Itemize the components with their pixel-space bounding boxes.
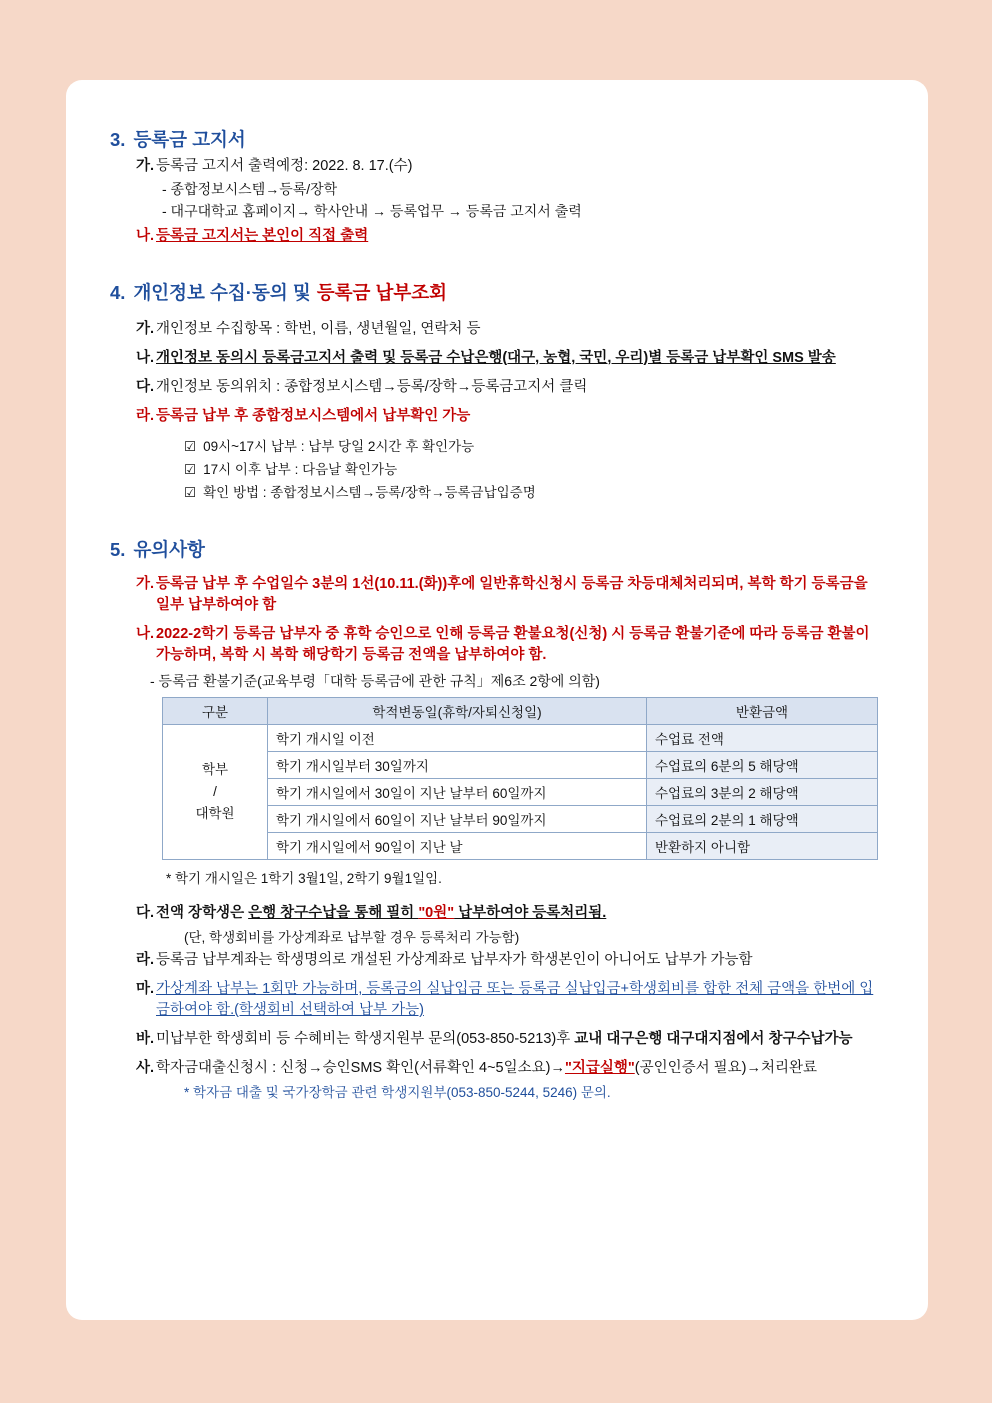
check-text: 확인 방법 : 종합정보시스템→등록/장학→등록금납입증명 (203, 485, 536, 501)
item-text (156, 903, 884, 924)
section-5-sa-note: * 학자금 대출 및 국가장학금 관련 학생지원부(053-850-5244, 5246) 문의. (184, 1084, 611, 1100)
item-marker: 나. (136, 227, 155, 244)
item-marker: 가. (136, 158, 155, 174)
cell-change: 학기 개시일부터 30일까지 (268, 751, 647, 778)
cell-change: 학기 개시일에서 60일이 지난 날부터 90일까지 (268, 805, 647, 832)
section-5-item-ba (110, 1029, 884, 1050)
item-marker: 다. (136, 378, 155, 395)
section-5-item-da (110, 903, 884, 924)
section-5-da-paren: (단, 학생회비를 가상계좌로 납부할 경우 등록처리 가능함) (184, 929, 520, 945)
item-part-2: 교내 대구은행 대구대지점에서 창구수납가능 (574, 1030, 853, 1047)
th-category: 구분 (163, 697, 268, 724)
cell-amount: 수업료의 3분의 2 해당액 (647, 778, 878, 805)
section-4-check-1 (110, 437, 884, 457)
section-3-number: 3. (110, 129, 126, 150)
section-4-item-ra (110, 406, 884, 427)
section-4-heading (110, 279, 884, 305)
section-5-item-na (110, 624, 884, 666)
document-page (66, 80, 928, 1320)
section-5-item-ma (110, 979, 884, 1021)
section-4-item-na (110, 348, 884, 369)
table-row (163, 778, 878, 805)
section-5-title: 유의사항 (133, 539, 205, 561)
item-text: 등록금 고지서는 본인이 직접 출력 (156, 227, 369, 244)
item-text: 2022-2학기 등록금 납부자 중 휴학 승인으로 인해 등록금 환불요청(신청) 시 등록금 환불기준에 따라 등록금 환불이 가능하며, 복학 시 복학 해당학기 등록금 전액을 납부하여야 함. (156, 626, 870, 664)
refund-table-wrap (110, 697, 884, 860)
section-5-item-sa (110, 1058, 884, 1079)
section-4-number: 4. (110, 281, 126, 303)
item-marker: 라. (136, 951, 155, 968)
document-body (110, 126, 884, 1101)
checkbox-icon: ☑ (184, 438, 197, 454)
item-marker: 라. (136, 407, 155, 424)
item-part-4: 납부하여야 등록처리됨. (454, 904, 607, 921)
cell-amount: 수업료 전액 (647, 724, 878, 751)
section-4-item-da (110, 377, 884, 398)
section-3 (110, 126, 884, 247)
item-part-1: 전액 장학생은 (156, 904, 249, 921)
cell-change: 학기 개시일에서 90일이 지난 날 (268, 832, 647, 859)
item-text: 등록금 납부 후 수업일수 3분의 1선(10.11.(화))후에 일반휴학신청시 등록금 차등대체처리되며, 복학 학기 등록금을 일부 납부하여야 함 (156, 576, 868, 614)
item-text: 등록금 고지서 출력예정: 2022. 8. 17.(수) (156, 158, 413, 174)
section-5-heading (110, 536, 884, 562)
item-marker: 나. (136, 626, 155, 643)
section-5 (110, 536, 884, 1100)
item-text: 등록금 납부계좌는 학생명의로 개설된 가상계좌로 납부자가 학생본인이 아니어도 납부가 가능함 (156, 951, 753, 968)
refund-rule-line: - 등록금 환불기준(교육부령「대학 등록금에 관한 규칙」제6조 2항에 의함) (150, 672, 600, 689)
category-line-2: / (213, 784, 217, 799)
item-part-1: 학자금대출신청시 : 신청→승인SMS 확인(서류확인 4~5일소요)→ (156, 1059, 565, 1076)
th-change-date: 학적변동일(휴학/자퇴신청일) (268, 697, 647, 724)
refund-table-note: * 학기 개시일은 1학기 3월1일, 2학기 9월1일임. (166, 870, 442, 886)
section-4-check-3 (110, 483, 884, 503)
checkbox-icon: ☑ (184, 485, 197, 501)
item-text (156, 1058, 884, 1079)
item-part-3: "0원" (418, 904, 455, 921)
section-3-item-ga (110, 156, 884, 177)
th-refund-amount: 반환금액 (647, 697, 878, 724)
section-4 (110, 279, 884, 504)
item-text: 개인정보 수집항목 : 학번, 이름, 생년월일, 연락처 등 (156, 320, 481, 337)
section-4-check-2 (110, 460, 884, 480)
item-part-2: "지급실행" (564, 1059, 635, 1076)
section-4-title-emphasis: 등록금 납부조회 (316, 281, 447, 303)
checkbox-icon: ☑ (184, 461, 197, 477)
item-part-2: 은행 창구수납을 통해 필히 (248, 904, 419, 921)
category-line-3: 대학원 (195, 805, 235, 821)
item-text: 가상계좌 납부는 1회만 가능하며, 등록금의 실납입금 또는 등록금 실납입금+학생회비를 합한 전체 금액을 한번에 입금하여야 함.(학생회비 선택하여 납부 가능) (156, 980, 874, 1018)
section-3-sub-1: - 종합정보시스템→등록/장학 (162, 181, 338, 198)
item-part-3: (공인인증서 필요)→처리완료 (634, 1059, 818, 1076)
section-3-sub-2: - 대구대학교 홈페이지→ 학사안내 → 등록업무 → 등록금 고지서 출력 (162, 203, 582, 220)
item-text: 개인정보 동의시 등록금고지서 출력 및 등록금 수납은행(대구, 농협, 국민, 우리)별 등록금 납부확인 SMS 발송 (156, 349, 836, 366)
category-line-1: 학부 (201, 762, 229, 778)
section-3-title: 등록금 고지서 (133, 129, 246, 150)
section-3-heading (110, 126, 884, 152)
item-marker: 다. (136, 904, 155, 921)
section-3-item-na (110, 226, 884, 247)
item-part-1: 미납부한 학생회비 등 수혜비는 학생지원부 문의(053-850-5213)후 (156, 1030, 575, 1047)
cell-change: 학기 개시일 이전 (268, 724, 647, 751)
item-marker: 마. (136, 980, 155, 997)
cell-category (163, 724, 268, 859)
item-marker: 가. (136, 576, 155, 593)
check-text: 17시 이후 납부 : 다음날 확인가능 (203, 461, 398, 477)
section-4-item-ga (110, 319, 884, 340)
item-marker: 바. (136, 1030, 155, 1047)
item-marker: 나. (136, 349, 155, 366)
item-marker: 사. (136, 1059, 155, 1076)
cell-amount: 반환하지 아니함 (647, 832, 878, 859)
refund-table (162, 697, 878, 860)
table-row (163, 805, 878, 832)
check-text: 09시~17시 납부 : 납부 당일 2시간 후 확인가능 (203, 438, 475, 454)
section-5-item-ga (110, 574, 884, 616)
cell-amount: 수업료의 2분의 1 해당액 (647, 805, 878, 832)
item-text: 개인정보 동의위치 : 종합정보시스템→등록/장학→등록금고지서 클릭 (156, 378, 588, 395)
item-text: 등록금 납부 후 종합정보시스템에서 납부확인 가능 (156, 407, 471, 424)
item-marker: 가. (136, 320, 155, 337)
table-row (163, 751, 878, 778)
section-5-number: 5. (110, 539, 126, 561)
cell-change: 학기 개시일에서 30일이 지난 날부터 60일까지 (268, 778, 647, 805)
item-text (156, 1029, 884, 1050)
section-4-title: 개인정보 수집·동의 및 (133, 281, 311, 303)
table-row (163, 724, 878, 751)
cell-amount: 수업료의 6분의 5 해당액 (647, 751, 878, 778)
table-header-row (163, 697, 878, 724)
table-row (163, 832, 878, 859)
section-5-item-ra (110, 950, 884, 971)
